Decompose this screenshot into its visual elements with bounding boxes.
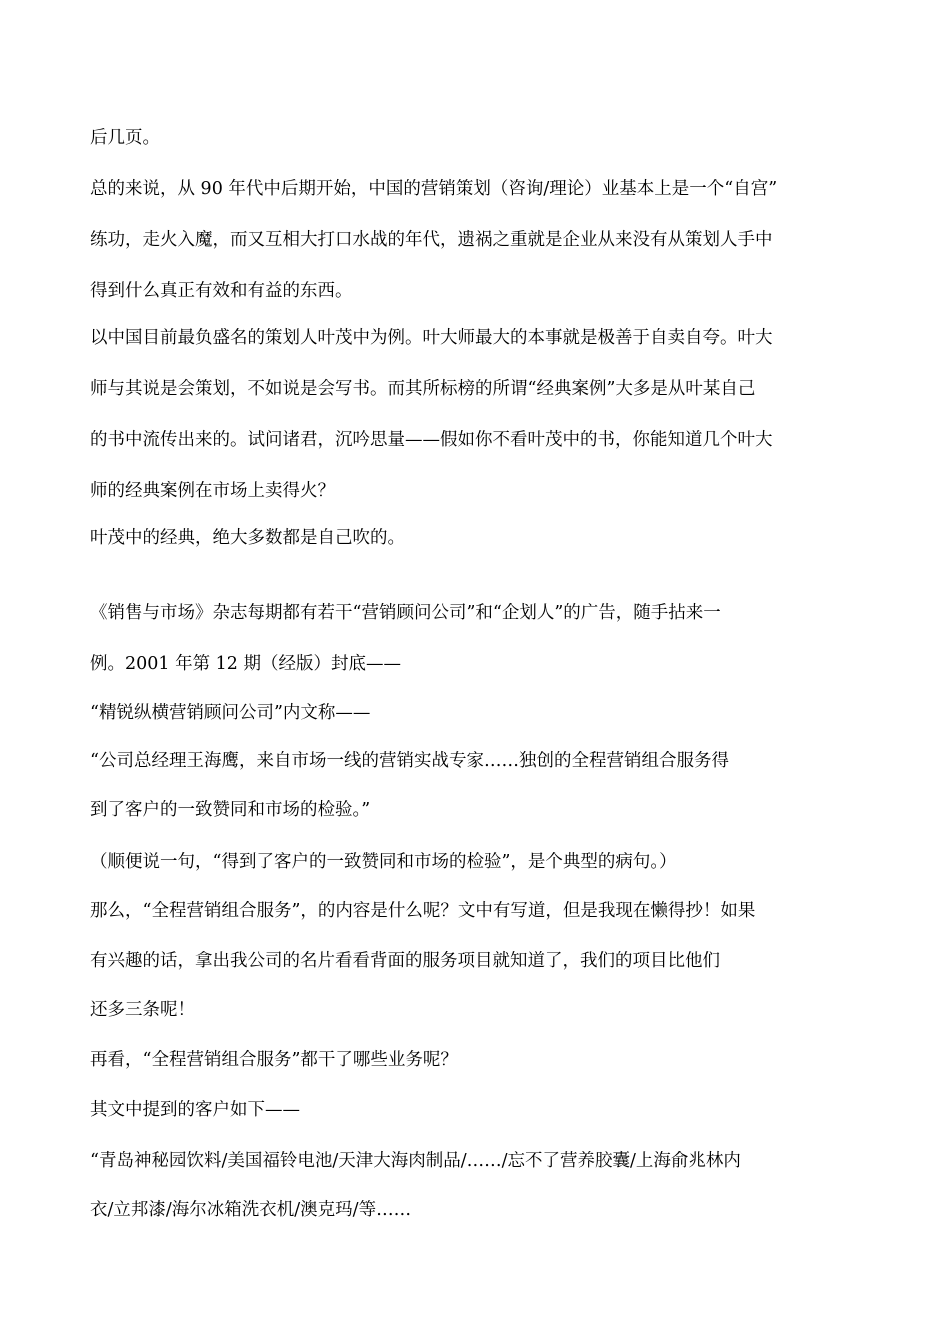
text-line: 师与其说是会策划，不如说是会写书。而其所标榜的所谓“经典案例”大多是从叶某自己	[90, 379, 756, 399]
text-line: 后几页。	[90, 128, 160, 148]
text-line: “青岛神秘园饮料/美国福铃电池/天津大海肉制品/……/忘不了营养胶囊/上海俞兆林内	[90, 1151, 741, 1171]
text-line: 总的来说，从 90 年代中后期开始，中国的营销策划（咨询/理论）业基本上是一个“自宫”	[90, 179, 778, 199]
text-line: 到了客户的一致赞同和市场的检验。”	[90, 800, 371, 820]
text-line: 师的经典案例在市场上卖得火？	[90, 481, 335, 501]
text-line: 《销售与市场》杂志每期都有若干“营销顾问公司”和“企划人”的广告，随手拈来一	[90, 603, 721, 623]
text-line: “公司总经理王海鹰，来自市场一线的营销实战专家……独创的全程营销组合服务得	[90, 751, 729, 771]
text-line: 的书中流传出来的。试问诸君，沉吟思量——假如你不看叶茂中的书，你能知道几个叶大	[90, 430, 773, 450]
text-line: 还多三条呢！	[90, 1000, 195, 1020]
text-line: 有兴趣的话，拿出我公司的名片看看背面的服务项目就知道了，我们的项目比他们	[90, 951, 720, 971]
text-line: （顺便说一句，“得到了客户的一致赞同和市场的检验”，是个典型的病句。）	[90, 852, 677, 872]
text-line: 那么，“全程营销组合服务”，的内容是什么呢？文中有写道，但是我现在懒得抄！如果	[90, 901, 756, 921]
text-line: “精锐纵横营销顾问公司”内文称——	[90, 703, 371, 723]
text-line: 以中国目前最负盛名的策划人叶茂中为例。叶大师最大的本事就是极善于自卖自夸。叶大	[90, 328, 773, 348]
text-line: 衣/立邦漆/海尔冰箱洗衣机/澳克玛/等……	[90, 1200, 412, 1220]
text-line: 例。2001 年第 12 期（经版）封底——	[90, 654, 401, 674]
text-line: 其文中提到的客户如下——	[90, 1100, 300, 1120]
text-line: 练功，走火入魔，而又互相大打口水战的年代，遗祸之重就是企业从来没有从策划人手中	[90, 230, 773, 250]
text-line: 叶茂中的经典，绝大多数都是自己吹的。	[90, 528, 405, 548]
text-line: 得到什么真正有效和有益的东西。	[90, 281, 353, 301]
text-line: 再看，“全程营销组合服务”都干了哪些业务呢？	[90, 1050, 458, 1070]
